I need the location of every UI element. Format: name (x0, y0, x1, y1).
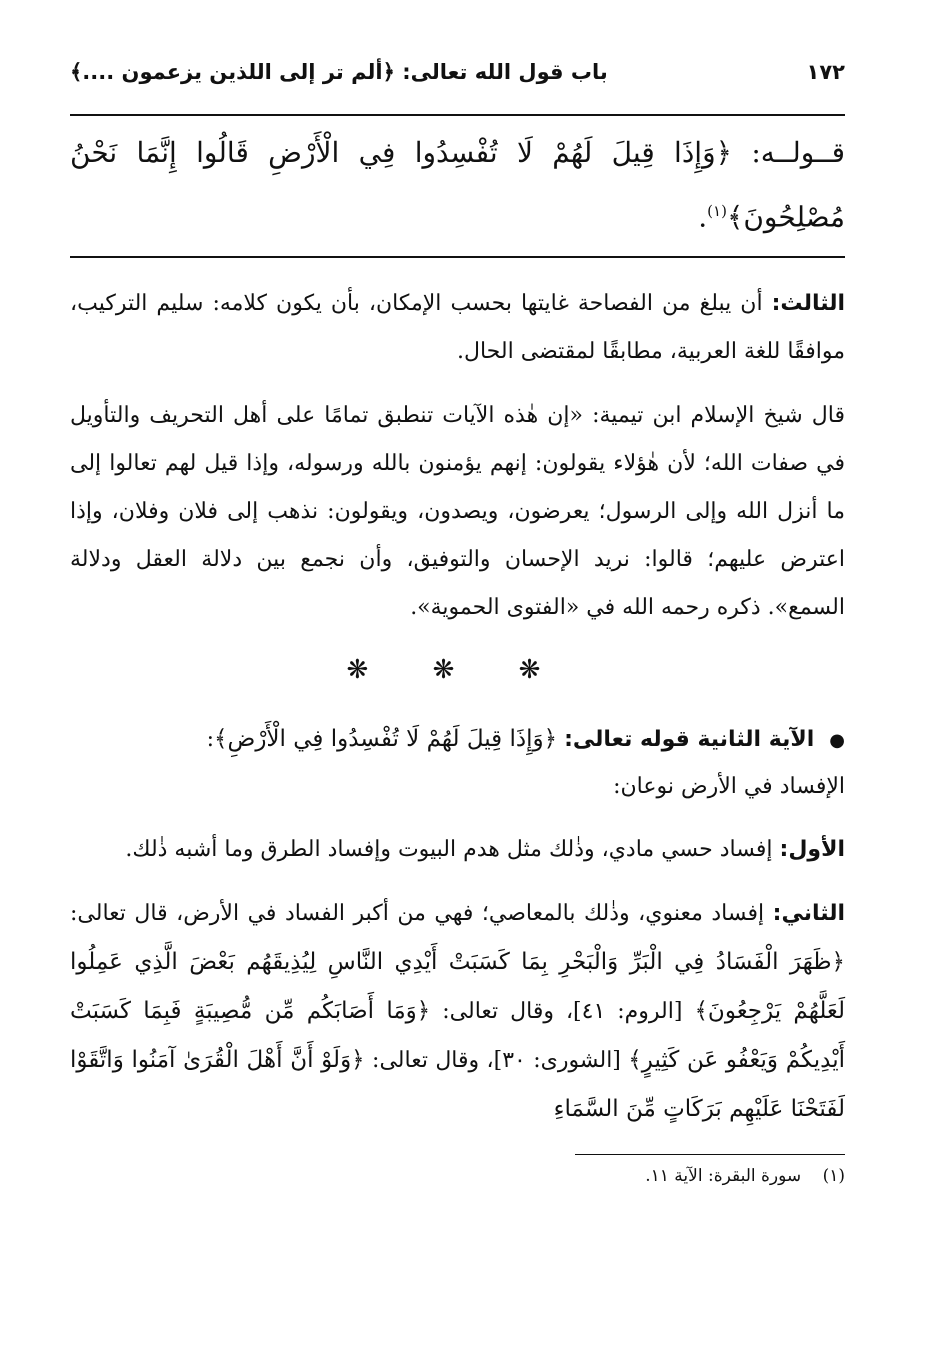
paragraph-ibn-taymiyya (70, 392, 845, 632)
second-ayah-label: الآية الثانية قوله تعالى: (564, 727, 815, 753)
second-ayah-tail: : (206, 727, 215, 753)
running-header (70, 60, 845, 104)
quran-verse-shura: ﴿وَمَا أَصَابَكُم مِّن مُّصِيبَةٍ فَبِمَا كَسَبَتْ أَيْدِيكُمْ وَيَعْفُو عَن كَثِيرٍ﴾ (70, 998, 846, 1074)
paragraph-second-text-1: إفساد معنوي، وذٰلك بالمعاصي؛ فهي من أكبر الفساد في الأرض، قال تعالى: (70, 901, 765, 927)
footnote (70, 1163, 845, 1189)
verse-heading-text: ﴿وَإِذَا قِيلَ لَهُمْ لَا تُفْسِدُوا فِي الْأَرْضِ قَالُوا إِنَّمَا نَحْنُ مُصْلِحُونَ﴾ (70, 136, 845, 234)
footnote-number: (١) (822, 1166, 845, 1187)
verse-heading-end: . (698, 200, 708, 234)
quran-verse-araf: ﴿وَلَوْ أَنَّ أَهْلَ الْقُرَىٰ آمَنُوا وَاتَّقَوْا لَفَتَحْنَا عَلَيْهِم بَرَكَاتٍ مِّنَ السَّمَاءِ (70, 1047, 845, 1123)
bullet-icon: ● (829, 730, 845, 752)
footnote-marker[interactable]: (١) (707, 202, 727, 220)
paragraph-ibn-taymiyya-text: قال شيخ الإسلام ابن تيمية: «إن هٰذه الآيات تنطبق تمامًا على أهل التحريف والتأويل في صفات الله؛ لأن هٰؤلاء يقولون: إنهم يؤمنون بالله ورسوله، وإذا قيل لهم تعالوا إلى ما أنزل الله وإلى الرسول؛ يعرضون، ويصدون، ويقولون: نذهب إلى فلان وفلان، وإذا اعترض عليهم؛ قالوا: نريد الإحسان والتوفيق، وأن نجمع بين دلالة العقل ودلالة السمع». ذكره رحمه الله في «الفتوى الحموية». (70, 403, 845, 621)
footnote-rule (575, 1154, 845, 1155)
paragraph-first-text: إفساد حسي مادي، وذٰلك مثل هدم البيوت وإفساد الطرق وما أشبه ذٰلك. (125, 837, 773, 863)
paragraph-third (70, 280, 845, 376)
section-separator: ❋ ❋ ❋ (346, 655, 569, 686)
term-first: الأول: (779, 837, 845, 863)
term-third: الثالث: (771, 291, 845, 317)
paragraph-first-type (70, 826, 845, 874)
footnote-text: سورة البقرة: الآية ١١. (645, 1166, 802, 1187)
second-ayah-heading (70, 716, 845, 810)
second-ayah-verse: ﴿وَإِذَا قِيلَ لَهُمْ لَا تُفْسِدُوا فِي الْأَرْضِ﴾ (214, 726, 558, 753)
reference-shura: [الشورى: ٣٠]، وقال تعالى: (372, 1048, 621, 1074)
book-page (70, 60, 845, 1189)
running-title: باب قول الله تعالى: ﴿ألم تر إلى اللذين يزعمون ....﴾ (70, 60, 608, 84)
term-second: الثاني: (772, 901, 846, 927)
section-rule (70, 256, 845, 258)
second-ayah-subtitle: الإفساد في الأرض نوعان: (613, 774, 845, 800)
paragraph-second-type (70, 890, 845, 1134)
reference-rum: [الروم: ٤١]، وقال تعالى: (442, 999, 683, 1025)
paragraph-third-text: أن يبلغ من الفصاحة غايتها بحسب الإمكان، بأن يكون كلامه: سليم التركيب، موافقًا للغة العربية، مطابقًا لمقتضى الحال. (70, 291, 845, 365)
verse-heading (70, 116, 845, 254)
verse-heading-lead: قــولــه: (751, 136, 845, 169)
quran-verse-rum: ﴿ظَهَرَ الْفَسَادُ فِي الْبَرِّ وَالْبَحْرِ بِمَا كَسَبَتْ أَيْدِي النَّاسِ لِيُذِيقَهُم بَعْضَ الَّذِي عَمِلُوا لَعَلَّهُمْ يَرْجِعُونَ﴾ (70, 949, 846, 1025)
page-number: ١٧٢ (806, 60, 845, 84)
